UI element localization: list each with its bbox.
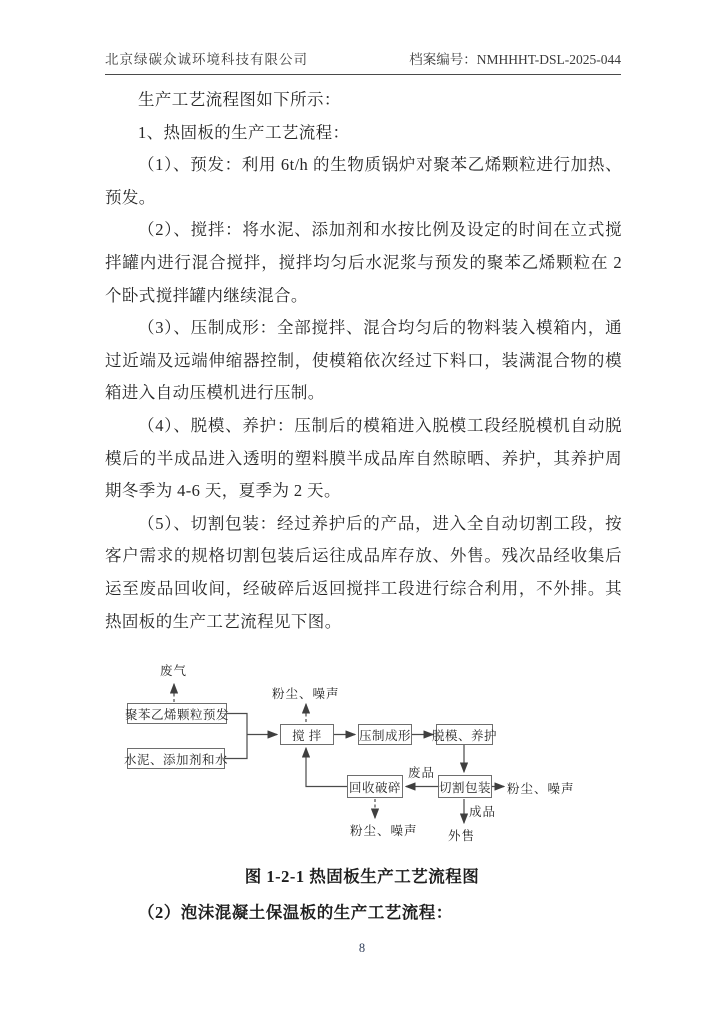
paragraph-step-5: （5）、切割包装：经过养护后的产品，进入全自动切割工段，按客户需求的规格切割包装后运往成品库存放、外售。残次品经收集后运至废品回收间，经破碎后返回搅拌工段进行综合利用，不外排。其热固板的生产工艺流程见下图。 (105, 513, 622, 631)
label-waste-gas: 废气 (160, 664, 188, 678)
flow-box-mixing: 搅 拌 (280, 724, 334, 745)
paragraph-step-3: （3）、压制成形：全部搅拌、混合均匀后的物料装入模箱内，通过近端及远端伸缩器控制，使模箱依次经过下料口，装满混合物的模箱进入自动压模机进行压制。 (105, 318, 622, 403)
section-item-1: 1、热固板的生产工艺流程： (138, 122, 350, 142)
archive-label: 档案编号： (409, 52, 477, 67)
paragraph-step-4: （4）、脱模、养护：压制后的模箱进入脱模工段经脱模机自动脱模后的半成品进入透明的塑料膜半成品库自然晾晒、养护，其养护周期冬季为 4-6 天，夏季为 2 天。 (105, 415, 622, 501)
flow-box-recycle-crush: 回收破碎 (347, 775, 403, 798)
intro-line: 生产工艺流程图如下所示： (138, 90, 341, 109)
flow-box-demolding: 脱模、养护 (436, 724, 493, 745)
process-flow-diagram (100, 653, 660, 853)
figure-caption: 图 1-2-1 热固板生产工艺流程图 (244, 867, 480, 886)
flow-box-cutting: 切割包装 (438, 775, 492, 798)
label-dust-noise-right: 粉尘、噪声 (507, 782, 575, 796)
archive-value: NMHHHT-DSL-2025-044 (476, 52, 621, 67)
body-text (105, 84, 622, 638)
flow-box-materials: 水泥、添加剂和水 (127, 748, 225, 769)
archive-number (409, 48, 621, 68)
label-dust-noise-bottom: 粉尘、噪声 (350, 824, 418, 838)
flow-box-pre-expansion: 聚苯乙烯颗粒预发 (127, 703, 227, 724)
company-name: 北京绿碳众诚环境科技有限公司 (105, 52, 308, 67)
page-number: 8 (358, 941, 366, 955)
label-scrap: 废品 (408, 766, 436, 780)
flow-box-pressing: 压制成形 (358, 724, 412, 745)
label-finished-product: 成品 (469, 805, 497, 819)
page-header (105, 48, 621, 75)
paragraph-step-1: （1）、预发：利用 6t/h 的生物质锅炉对聚苯乙烯颗粒进行加热、预发。 (105, 155, 622, 207)
paragraph-step-2: （2）、搅拌：将水泥、添加剂和水按比例及设定的时间在立式搅拌罐内进行混合搅拌，搅拌均匀后水泥浆与预发的聚苯乙烯颗粒在 2 个卧式搅拌罐内继续混合。 (105, 220, 622, 305)
next-section-heading: （2）泡沫混凝土保温板的生产工艺流程： (138, 903, 453, 922)
label-dust-noise-top: 粉尘、噪声 (272, 687, 340, 701)
label-external-sale: 外售 (448, 829, 476, 843)
